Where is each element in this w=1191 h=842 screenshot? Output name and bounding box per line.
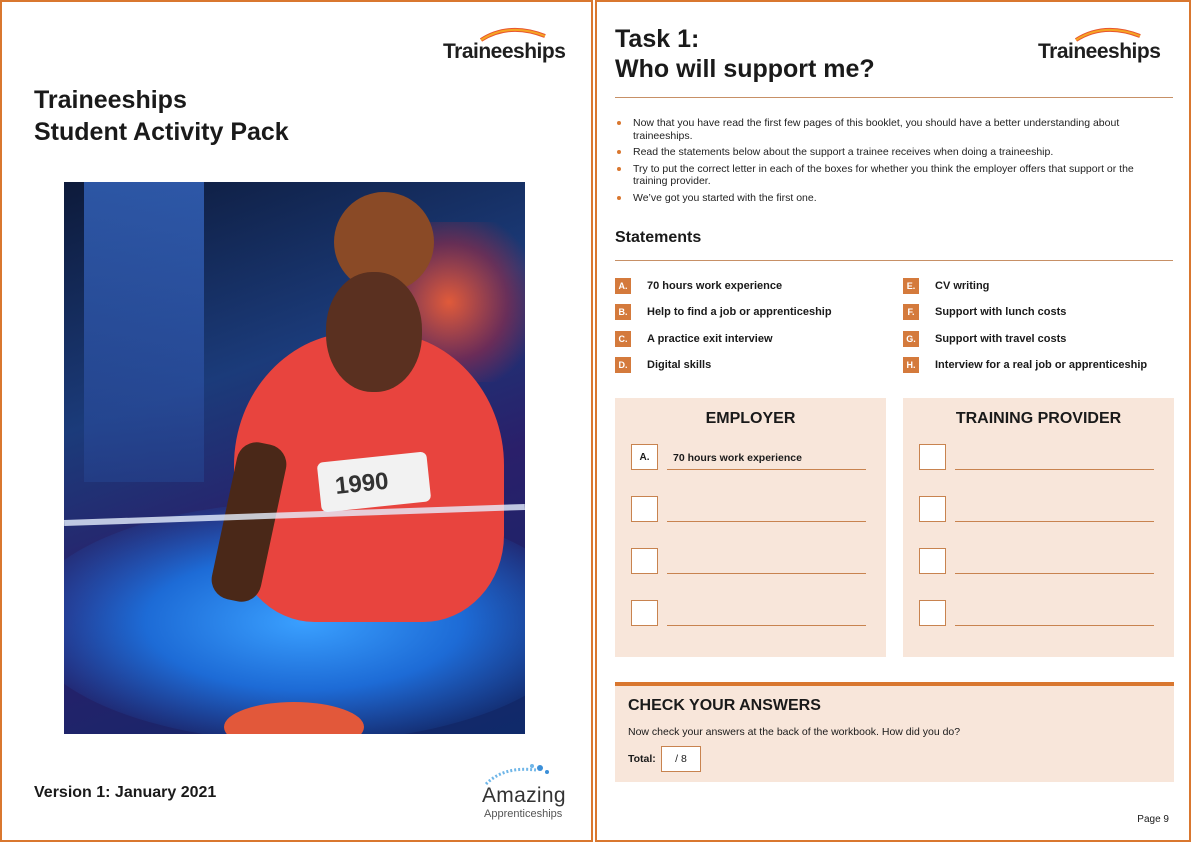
statement-letter: F. (903, 304, 919, 320)
cover-photo (64, 182, 525, 734)
answer-line (955, 573, 1154, 574)
answer-line (955, 625, 1154, 626)
statement-text: Help to find a job or apprenticeship (647, 306, 832, 318)
statement-c (615, 331, 773, 347)
right-page (595, 0, 1191, 842)
employer-heading: EMPLOYER (705, 410, 796, 427)
bib-number: 1990 (333, 467, 390, 500)
employer-letter-box[interactable] (631, 548, 658, 574)
employer-letter-box[interactable]: A. (631, 444, 658, 470)
instruction-item: We’ve got you started with the first one. (615, 192, 1155, 205)
provider-letter-box[interactable] (919, 548, 946, 574)
logo-text: Traineeships (1038, 40, 1161, 63)
task-title-line2: Who will support me? (615, 55, 875, 83)
statement-text: Support with travel costs (935, 333, 1067, 345)
check-heading: CHECK YOUR ANSWERS (628, 697, 821, 714)
check-text: Now check your answers at the back of the workbook. How did you do? (628, 726, 961, 738)
traineeships-logo (443, 26, 568, 70)
check-answers-box (615, 682, 1174, 782)
version-text: Version 1: January 2021 (34, 784, 217, 801)
statement-b (615, 304, 832, 320)
statement-h (903, 357, 1147, 373)
divider-rule (615, 97, 1173, 98)
statement-letter: G. (903, 331, 919, 347)
statement-text: Support with lunch costs (935, 306, 1067, 318)
statement-letter: C. (615, 331, 631, 347)
employer-row (631, 496, 871, 524)
employer-panel (615, 398, 886, 657)
left-page (0, 0, 595, 842)
statement-text: 70 hours work experience (647, 280, 783, 292)
employer-letter-box[interactable] (631, 600, 658, 626)
instruction-item: Read the statements below about the support a trainee receives when doing a traineeship. (615, 146, 1155, 159)
employer-row (631, 444, 871, 472)
logo-text: Traineeships (443, 40, 566, 63)
employer-row (631, 600, 871, 628)
total-label: Total: (628, 753, 656, 765)
answer-line (667, 573, 866, 574)
statement-letter: B. (615, 304, 631, 320)
answer-line (955, 469, 1154, 470)
provider-letter-box[interactable] (919, 496, 946, 522)
statement-letter: E. (903, 278, 919, 294)
statement-d (615, 357, 711, 373)
employer-row (631, 548, 871, 576)
statement-letter: H. (903, 357, 919, 373)
cover-title-line1: Traineeships (34, 86, 187, 114)
statement-a (615, 278, 782, 294)
answer-line (955, 521, 1154, 522)
statement-letter: D. (615, 357, 631, 373)
instruction-item: Try to put the correct letter in each of the boxes for whether you think the employer offers that support or the training provider. (615, 163, 1155, 188)
statement-text: Digital skills (647, 359, 712, 371)
task-title-line1: Task 1: (615, 25, 700, 53)
provider-heading: TRAINING PROVIDER (955, 410, 1122, 427)
answer-line (667, 521, 866, 522)
cover-title-line2: Student Activity Pack (34, 118, 289, 146)
provider-letter-box[interactable] (919, 444, 946, 470)
employer-letter-box[interactable] (631, 496, 658, 522)
provider-letter-box[interactable] (919, 600, 946, 626)
statement-text: Interview for a real job or apprenticeship (935, 359, 1148, 371)
apprenticeships-text: Apprenticeships (484, 808, 563, 820)
traineeships-logo (1038, 26, 1163, 70)
employer-answer-text[interactable]: 70 hours work experience (673, 452, 802, 464)
total-input[interactable]: / 8 (661, 746, 701, 772)
page-number: Page 9 (1137, 814, 1169, 825)
cover-title (34, 84, 289, 148)
statement-f (903, 304, 1066, 320)
training-provider-panel (903, 398, 1174, 657)
instruction-item: Now that you have read the first few pages of this booklet, you should have a better understanding about traineeships. (615, 117, 1155, 142)
instructions-list (615, 117, 1155, 208)
statement-g (903, 331, 1066, 347)
answer-line (667, 469, 866, 470)
amazing-text: Amazing (482, 784, 566, 807)
provider-row (919, 444, 1159, 472)
provider-row (919, 600, 1159, 628)
divider-rule (615, 260, 1173, 261)
statements-heading: Statements (615, 229, 702, 246)
statement-letter: A. (615, 278, 631, 294)
amazing-apprenticeships-logo (482, 762, 582, 822)
task-title (615, 24, 875, 84)
statement-text: CV writing (935, 280, 990, 292)
answer-line (667, 625, 866, 626)
statement-text: A practice exit interview (647, 333, 773, 345)
statement-e (903, 278, 989, 294)
provider-row (919, 548, 1159, 576)
provider-row (919, 496, 1159, 524)
